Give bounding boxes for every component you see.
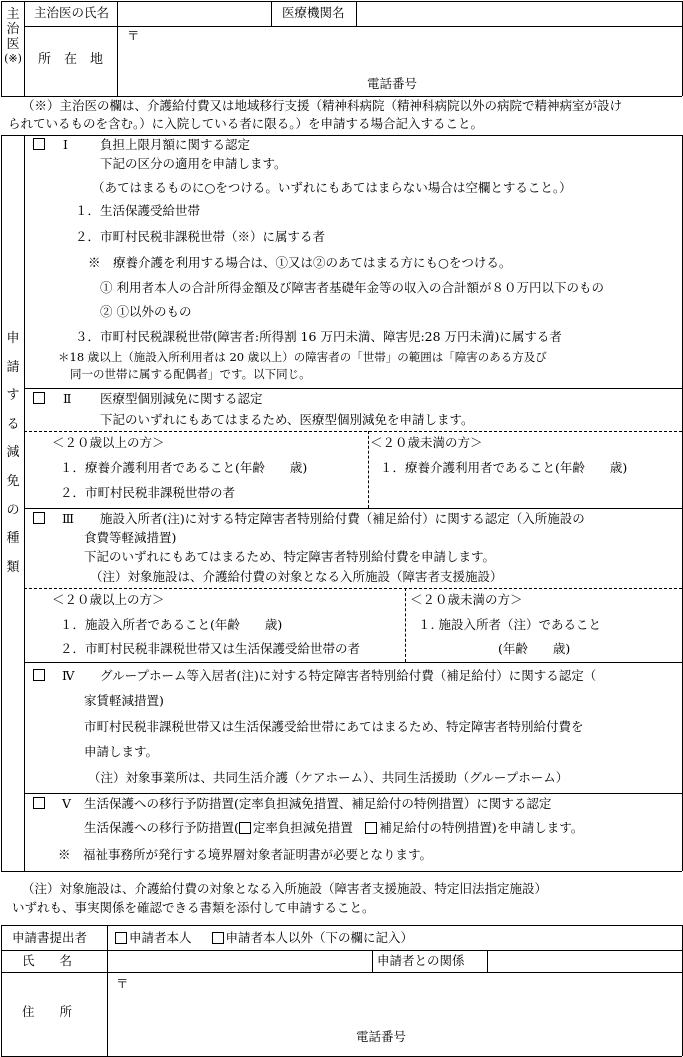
section-3-left-item-2: ２．市町村民税非課税世帯又は生活保護受給世帯の者 [60,641,361,656]
section-3-title: 施設入所者(注)に対する特定障害者特別給付費（補足給付）に関する認定（入所施設の [100,511,585,526]
section-4-line-2: 申請します。 [84,744,159,759]
doctor-note-line-1: （※）主治医の欄は、介護給付費又は地域移行支援（精神科病院（精神科病院以外の病院で精神病室が設け [22,98,623,113]
bottom-note-line-2: いずれも、事実関係を確認できる書類を添付して申請すること。 [12,900,375,915]
reduction-side-label [2,325,24,582]
section-1-item-3: ３．市町村民税課税世帯(障害者:所得割 16 万円未満、障害児:28 万円未満)に属する者 [75,329,562,344]
doctor-table-top-border [1,1,682,2]
submitter-table-top-border [1,925,682,926]
section-3-left-item-1: １．施設入所者であること(年齢 歳) [60,617,283,632]
submitter-other-label: 申請者本人以外（下の欄に記入） [225,930,414,945]
relation-divider-2 [487,950,488,972]
section-2-left-head: ＜２０歳以上の方＞ [52,435,165,450]
supplementary-special-label: 補足給付の特例措置)を申請します。 [379,820,584,835]
doctor-table-row-divider [24,26,682,27]
section-3-line-1: 下記のいずれにもあてはまるため、特定障害者特別給付費を申請します。 [84,549,496,564]
section-1-footnote-2: 同一の世帯に属する配偶者」です。以下同じ。 [70,367,311,381]
fixed-rate-reduction-label: 定率負担減免措置 [252,820,366,835]
section-4-checkbox[interactable] [33,669,45,681]
section-2-3-divider [24,508,682,509]
section-1-item-2: ２．市町村民税非課税世帯（※）に属する者 [75,229,326,244]
section-5-checkbox[interactable] [33,797,45,809]
applicant-name-label: 氏 名 [22,953,73,968]
section-3-dashed-divider [24,588,682,589]
submitter-options [115,932,413,945]
section-1-item-2-note: ※ 療養介護を利用する場合は、①又は②のあてはまる方にも○をつける。 [88,255,512,270]
applicant-postal-mark: 〒 [116,976,129,991]
section-1-title: 負担上限月額に関する認定 [100,137,251,152]
submitter-label: 申請書提出者 [12,930,88,945]
relation-label: 申請者との関係 [377,953,465,968]
section-1-numeral: Ⅰ [63,137,68,152]
section-2-numeral: Ⅱ [63,391,72,406]
submitter-self-checkbox[interactable] [115,932,127,944]
section-3-4-divider [24,662,682,663]
section-2-right-item-1: １．療養介護利用者であること(年齢 歳) [380,460,628,475]
section-1-checkbox[interactable] [33,138,45,150]
section-4-line-1: 市町村民税非課税世帯又は生活保護受給世帯にあてはまるため、特定障害者特別給付費を [84,719,584,734]
section-1-line-2: （あてはまるものに○をつける。いずれにもあてはまらない場合は空欄とすること。） [92,180,572,195]
doctor-side-char: 治 [6,21,20,37]
reduction-table-bottom-border [1,871,682,872]
doctor-table-bottom-border [1,96,682,97]
section-5-line-1 [84,822,583,835]
doctor-side-divider [24,1,25,96]
section-3-right-item-1: １. 施設入所者（注）であること [418,617,601,632]
relation-field[interactable] [490,952,680,970]
submitter-row-divider-1 [1,950,682,951]
section-5-line-1-prefix: 生活保護への移行予防措置( [84,820,239,835]
section-3-checkbox[interactable] [33,512,45,524]
reduction-side-char: 申 [6,331,20,346]
section-4-5-divider [24,793,682,794]
section-4-title-2: 家賃軽減措置) [84,693,164,708]
section-1-2-divider [24,388,682,389]
section-5-numeral: Ⅴ [62,796,72,811]
reduction-side-char: 請 [6,359,20,375]
doctor-postal-mark: 〒 [127,28,140,43]
applicant-phone-label: 電話番号 [356,1029,407,1044]
section-1-item-1: １．生活保護受給世帯 [75,203,201,218]
submitter-row-divider-2 [1,972,682,973]
section-2-title: 医療型個別減免に関する認定 [100,391,263,406]
reduction-side-char: 減 [6,445,20,461]
section-3-right-item-1-age: (年齢 歳) [498,641,571,656]
submitter-table-left-border [1,925,2,1056]
reduction-side-divider [24,135,25,871]
section-3-numeral: Ⅲ [62,511,75,526]
reduction-side-char: る [6,416,20,432]
reduction-table-top-border [1,135,682,136]
doctor-label-divider [117,1,118,96]
applicant-address-label: 住 所 [22,1004,73,1019]
bottom-note-line-1: （注）対象施設は、介護給付費の対象となる入所施設（障害者支援施設、特定旧法指定施設） [22,881,548,896]
relation-divider-1 [372,950,373,972]
section-2-line-1: 下記のいずれにもあてはまるため、医療型個別減免を申請します。 [100,412,474,427]
medical-institution-field[interactable] [358,3,680,24]
reduction-side-char: 免 [6,473,20,489]
section-5-title: 生活保護への移行予防措置(定率負担減免措置、補足給付の特例措置）に関する認定 [84,796,552,811]
doctor-side-label [2,8,24,65]
section-3-column-divider [405,588,406,662]
section-3-right-head: ＜２０歳未満の方＞ [410,592,523,607]
reduction-side-char: の [6,502,20,518]
submitter-self-label: 申請者本人 [129,930,192,945]
section-1-choice-2: ② ①以外のもの [100,304,192,319]
applicant-name-field[interactable] [110,952,370,970]
doctor-side-char: 医 [6,36,20,52]
submitter-other-checkbox[interactable] [212,932,224,944]
reduction-side-char: 類 [6,559,20,575]
doctor-side-char: (※) [4,51,22,65]
fixed-rate-reduction-checkbox[interactable] [239,822,251,834]
section-2-left-item-2: ２．市町村民税非課税世帯の者 [60,485,236,500]
section-2-right-head: ＜２０歳未満の方＞ [370,435,483,450]
section-1-choice-1: ① 利用者本人の合計所得金額及び障害者基礎年金等の収入の合計額が８０万円以下のもの [100,280,604,295]
doctor-side-char: 主 [6,7,20,22]
supplementary-special-checkbox[interactable] [365,822,377,834]
section-4-line-3: （注）対象事業所は、共同生活介護（ケアホーム）、共同生活援助（グループホーム） [88,770,569,785]
reduction-side-char: 種 [6,531,20,547]
doctor-inst-divider-2 [356,1,357,26]
section-4-numeral: Ⅳ [62,668,75,683]
section-3-left-head: ＜２０歳以上の方＞ [52,592,165,607]
section-4-title: グループホーム等入居者(注)に対する特定障害者特別給付費（補足給付）に関する認定（ [100,668,597,683]
section-3-title-2: 食費等軽減措置) [84,530,177,545]
doctor-name-field[interactable] [119,3,269,24]
section-2-dashed-divider [24,431,682,432]
reduction-side-char: す [6,388,20,404]
medical-institution-label: 医療機関名 [282,5,345,20]
section-2-left-item-1: １．療養介護利用者であること(年齢 歳) [60,460,308,475]
section-2-checkbox[interactable] [33,392,45,404]
section-5-line-2: ※ 福祉事務所が発行する境界層対象者証明書が必要となります。 [58,847,433,862]
doctor-name-label: 主治医の氏名 [34,5,110,20]
section-3-line-2: （注）対象施設は、介護給付費の対象となる入所施設（障害者支援施設） [90,569,503,584]
doctor-inst-divider-1 [271,1,272,26]
section-2-column-divider [368,431,369,508]
section-1-line-1: 下記の区分の適用を申請します。 [100,156,287,171]
section-1-footnote-1: ＊18 歳以上（施設入所利用者は 20 歳以上）の障害者の「世帯」の範囲は「障害のある方及び [58,350,547,364]
submitter-label-divider [107,925,108,1056]
doctor-note-line-2: られているものを含む。）に入院している者に限る。）を申請する場合記入すること。 [8,116,484,131]
doctor-phone-label: 電話番号 [367,76,418,91]
doctor-address-label: 所 在 地 [38,52,104,67]
